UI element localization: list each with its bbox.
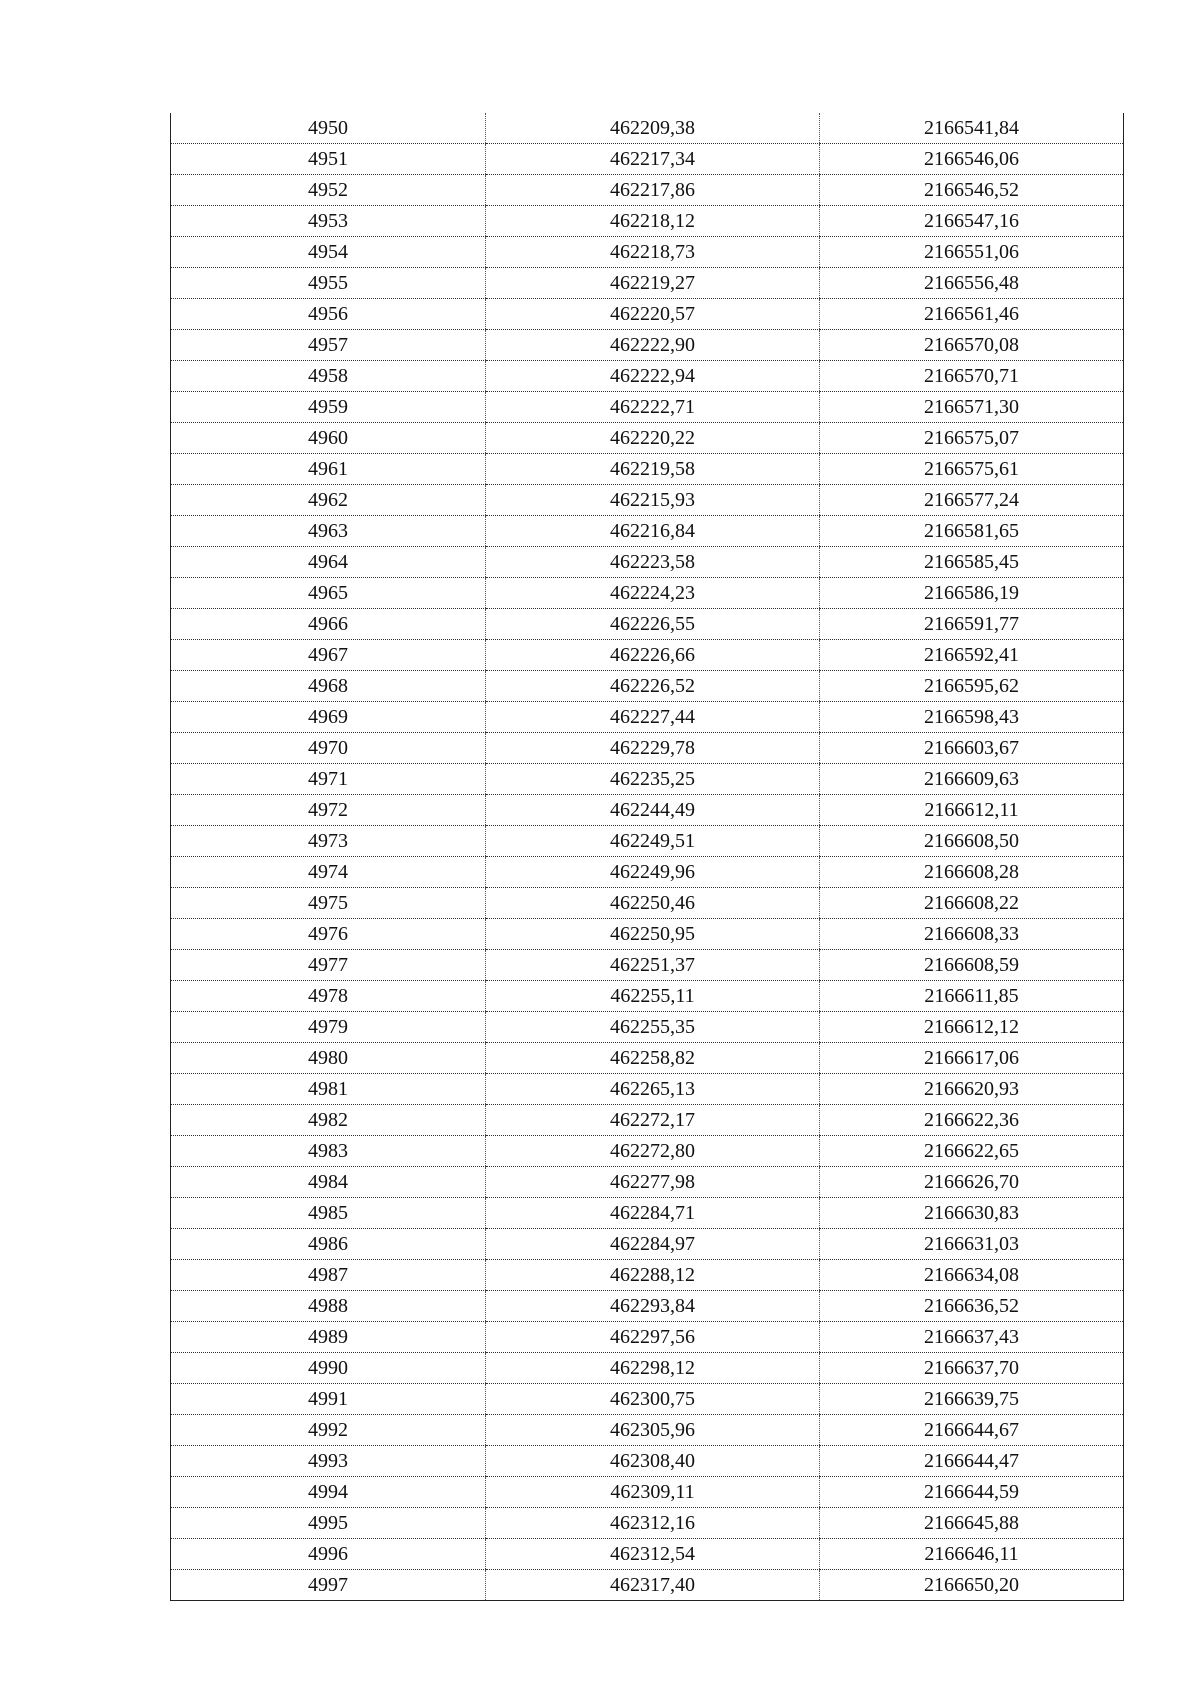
y-coordinate-cell: 2166626,70 xyxy=(820,1167,1124,1198)
table-row xyxy=(171,175,1124,206)
point-number-cell: 4996 xyxy=(171,1539,486,1570)
x-coordinate-cell: 462272,17 xyxy=(486,1105,820,1136)
y-coordinate-cell: 2166608,33 xyxy=(820,919,1124,950)
table-row xyxy=(171,733,1124,764)
x-coordinate-cell: 462217,34 xyxy=(486,144,820,175)
point-number-cell: 4963 xyxy=(171,516,486,547)
y-coordinate-cell: 2166634,08 xyxy=(820,1260,1124,1291)
point-number-cell: 4986 xyxy=(171,1229,486,1260)
table-row xyxy=(171,671,1124,702)
x-coordinate-cell: 462251,37 xyxy=(486,950,820,981)
table-row xyxy=(171,392,1124,423)
table-row xyxy=(171,1508,1124,1539)
y-coordinate-cell: 2166586,19 xyxy=(820,578,1124,609)
y-coordinate-cell: 2166612,12 xyxy=(820,1012,1124,1043)
point-number-cell: 4964 xyxy=(171,547,486,578)
y-coordinate-cell: 2166546,52 xyxy=(820,175,1124,206)
table-row xyxy=(171,1446,1124,1477)
point-number-cell: 4966 xyxy=(171,609,486,640)
x-coordinate-cell: 462250,95 xyxy=(486,919,820,950)
table-row xyxy=(171,1260,1124,1291)
point-number-cell: 4991 xyxy=(171,1384,486,1415)
table-row xyxy=(171,1105,1124,1136)
point-number-cell: 4953 xyxy=(171,206,486,237)
point-number-cell: 4954 xyxy=(171,237,486,268)
y-coordinate-cell: 2166556,48 xyxy=(820,268,1124,299)
table-row xyxy=(171,516,1124,547)
x-coordinate-cell: 462222,71 xyxy=(486,392,820,423)
x-coordinate-cell: 462229,78 xyxy=(486,733,820,764)
table-row xyxy=(171,1074,1124,1105)
x-coordinate-cell: 462222,90 xyxy=(486,330,820,361)
table-row xyxy=(171,1353,1124,1384)
x-coordinate-cell: 462284,97 xyxy=(486,1229,820,1260)
table-row xyxy=(171,423,1124,454)
table-row xyxy=(171,857,1124,888)
table-row xyxy=(171,1477,1124,1508)
point-number-cell: 4956 xyxy=(171,299,486,330)
x-coordinate-cell: 462218,12 xyxy=(486,206,820,237)
x-coordinate-cell: 462218,73 xyxy=(486,237,820,268)
point-number-cell: 4952 xyxy=(171,175,486,206)
table-row xyxy=(171,206,1124,237)
point-number-cell: 4951 xyxy=(171,144,486,175)
x-coordinate-cell: 462215,93 xyxy=(486,485,820,516)
point-number-cell: 4959 xyxy=(171,392,486,423)
point-number-cell: 4987 xyxy=(171,1260,486,1291)
x-coordinate-cell: 462220,57 xyxy=(486,299,820,330)
point-number-cell: 4957 xyxy=(171,330,486,361)
point-number-cell: 4975 xyxy=(171,888,486,919)
y-coordinate-cell: 2166581,65 xyxy=(820,516,1124,547)
table-row xyxy=(171,1012,1124,1043)
point-number-cell: 4985 xyxy=(171,1198,486,1229)
y-coordinate-cell: 2166585,45 xyxy=(820,547,1124,578)
x-coordinate-cell: 462216,84 xyxy=(486,516,820,547)
y-coordinate-cell: 2166547,16 xyxy=(820,206,1124,237)
coordinates-table xyxy=(170,113,1124,1601)
x-coordinate-cell: 462209,38 xyxy=(486,113,820,144)
y-coordinate-cell: 2166637,43 xyxy=(820,1322,1124,1353)
x-coordinate-cell: 462223,58 xyxy=(486,547,820,578)
y-coordinate-cell: 2166571,30 xyxy=(820,392,1124,423)
y-coordinate-cell: 2166620,93 xyxy=(820,1074,1124,1105)
x-coordinate-cell: 462226,66 xyxy=(486,640,820,671)
y-coordinate-cell: 2166591,77 xyxy=(820,609,1124,640)
x-coordinate-cell: 462219,27 xyxy=(486,268,820,299)
point-number-cell: 4962 xyxy=(171,485,486,516)
y-coordinate-cell: 2166570,08 xyxy=(820,330,1124,361)
point-number-cell: 4983 xyxy=(171,1136,486,1167)
x-coordinate-cell: 462217,86 xyxy=(486,175,820,206)
x-coordinate-cell: 462308,40 xyxy=(486,1446,820,1477)
table-row xyxy=(171,919,1124,950)
point-number-cell: 4968 xyxy=(171,671,486,702)
point-number-cell: 4995 xyxy=(171,1508,486,1539)
point-number-cell: 4992 xyxy=(171,1415,486,1446)
table-row xyxy=(171,1043,1124,1074)
point-number-cell: 4978 xyxy=(171,981,486,1012)
y-coordinate-cell: 2166575,61 xyxy=(820,454,1124,485)
x-coordinate-cell: 462249,96 xyxy=(486,857,820,888)
y-coordinate-cell: 2166637,70 xyxy=(820,1353,1124,1384)
coordinates-table-body xyxy=(171,113,1124,1601)
x-coordinate-cell: 462309,11 xyxy=(486,1477,820,1508)
table-row xyxy=(171,826,1124,857)
table-row xyxy=(171,144,1124,175)
point-number-cell: 4967 xyxy=(171,640,486,671)
point-number-cell: 4970 xyxy=(171,733,486,764)
y-coordinate-cell: 2166611,85 xyxy=(820,981,1124,1012)
x-coordinate-cell: 462255,11 xyxy=(486,981,820,1012)
point-number-cell: 4973 xyxy=(171,826,486,857)
y-coordinate-cell: 2166608,22 xyxy=(820,888,1124,919)
point-number-cell: 4993 xyxy=(171,1446,486,1477)
table-row xyxy=(171,1570,1124,1601)
table-row xyxy=(171,454,1124,485)
y-coordinate-cell: 2166575,07 xyxy=(820,423,1124,454)
x-coordinate-cell: 462249,51 xyxy=(486,826,820,857)
table-row xyxy=(171,888,1124,919)
table-row xyxy=(171,795,1124,826)
y-coordinate-cell: 2166644,67 xyxy=(820,1415,1124,1446)
point-number-cell: 4981 xyxy=(171,1074,486,1105)
y-coordinate-cell: 2166609,63 xyxy=(820,764,1124,795)
point-number-cell: 4988 xyxy=(171,1291,486,1322)
y-coordinate-cell: 2166645,88 xyxy=(820,1508,1124,1539)
table-row xyxy=(171,330,1124,361)
point-number-cell: 4997 xyxy=(171,1570,486,1601)
y-coordinate-cell: 2166595,62 xyxy=(820,671,1124,702)
y-coordinate-cell: 2166561,46 xyxy=(820,299,1124,330)
table-row xyxy=(171,950,1124,981)
x-coordinate-cell: 462312,16 xyxy=(486,1508,820,1539)
x-coordinate-cell: 462288,12 xyxy=(486,1260,820,1291)
point-number-cell: 4980 xyxy=(171,1043,486,1074)
y-coordinate-cell: 2166551,06 xyxy=(820,237,1124,268)
table-row xyxy=(171,981,1124,1012)
y-coordinate-cell: 2166646,11 xyxy=(820,1539,1124,1570)
x-coordinate-cell: 462297,56 xyxy=(486,1322,820,1353)
y-coordinate-cell: 2166636,52 xyxy=(820,1291,1124,1322)
y-coordinate-cell: 2166592,41 xyxy=(820,640,1124,671)
table-row xyxy=(171,1415,1124,1446)
x-coordinate-cell: 462224,23 xyxy=(486,578,820,609)
y-coordinate-cell: 2166598,43 xyxy=(820,702,1124,733)
table-row xyxy=(171,268,1124,299)
x-coordinate-cell: 462284,71 xyxy=(486,1198,820,1229)
table-row xyxy=(171,609,1124,640)
point-number-cell: 4976 xyxy=(171,919,486,950)
x-coordinate-cell: 462298,12 xyxy=(486,1353,820,1384)
y-coordinate-cell: 2166608,59 xyxy=(820,950,1124,981)
table-row xyxy=(171,237,1124,268)
x-coordinate-cell: 462244,49 xyxy=(486,795,820,826)
point-number-cell: 4984 xyxy=(171,1167,486,1198)
table-row xyxy=(171,1136,1124,1167)
x-coordinate-cell: 462300,75 xyxy=(486,1384,820,1415)
x-coordinate-cell: 462226,52 xyxy=(486,671,820,702)
x-coordinate-cell: 462235,25 xyxy=(486,764,820,795)
y-coordinate-cell: 2166612,11 xyxy=(820,795,1124,826)
table-row xyxy=(171,764,1124,795)
table-row xyxy=(171,1322,1124,1353)
x-coordinate-cell: 462258,82 xyxy=(486,1043,820,1074)
point-number-cell: 4958 xyxy=(171,361,486,392)
point-number-cell: 4979 xyxy=(171,1012,486,1043)
point-number-cell: 4965 xyxy=(171,578,486,609)
point-number-cell: 4974 xyxy=(171,857,486,888)
y-coordinate-cell: 2166622,65 xyxy=(820,1136,1124,1167)
y-coordinate-cell: 2166622,36 xyxy=(820,1105,1124,1136)
table-row xyxy=(171,702,1124,733)
x-coordinate-cell: 462305,96 xyxy=(486,1415,820,1446)
y-coordinate-cell: 2166570,71 xyxy=(820,361,1124,392)
x-coordinate-cell: 462312,54 xyxy=(486,1539,820,1570)
point-number-cell: 4972 xyxy=(171,795,486,826)
y-coordinate-cell: 2166603,67 xyxy=(820,733,1124,764)
x-coordinate-cell: 462227,44 xyxy=(486,702,820,733)
point-number-cell: 4977 xyxy=(171,950,486,981)
y-coordinate-cell: 2166650,20 xyxy=(820,1570,1124,1601)
point-number-cell: 4982 xyxy=(171,1105,486,1136)
y-coordinate-cell: 2166644,47 xyxy=(820,1446,1124,1477)
table-row xyxy=(171,1384,1124,1415)
table-row xyxy=(171,578,1124,609)
table-row xyxy=(171,1291,1124,1322)
point-number-cell: 4955 xyxy=(171,268,486,299)
point-number-cell: 4971 xyxy=(171,764,486,795)
table-row xyxy=(171,640,1124,671)
y-coordinate-cell: 2166546,06 xyxy=(820,144,1124,175)
point-number-cell: 4994 xyxy=(171,1477,486,1508)
y-coordinate-cell: 2166577,24 xyxy=(820,485,1124,516)
table-row xyxy=(171,1229,1124,1260)
x-coordinate-cell: 462226,55 xyxy=(486,609,820,640)
table-row xyxy=(171,485,1124,516)
y-coordinate-cell: 2166541,84 xyxy=(820,113,1124,144)
y-coordinate-cell: 2166617,06 xyxy=(820,1043,1124,1074)
table-row xyxy=(171,113,1124,144)
x-coordinate-cell: 462272,80 xyxy=(486,1136,820,1167)
y-coordinate-cell: 2166631,03 xyxy=(820,1229,1124,1260)
point-number-cell: 4990 xyxy=(171,1353,486,1384)
x-coordinate-cell: 462293,84 xyxy=(486,1291,820,1322)
y-coordinate-cell: 2166639,75 xyxy=(820,1384,1124,1415)
point-number-cell: 4960 xyxy=(171,423,486,454)
y-coordinate-cell: 2166644,59 xyxy=(820,1477,1124,1508)
table-row xyxy=(171,361,1124,392)
x-coordinate-cell: 462219,58 xyxy=(486,454,820,485)
table-row xyxy=(171,1539,1124,1570)
x-coordinate-cell: 462250,46 xyxy=(486,888,820,919)
x-coordinate-cell: 462220,22 xyxy=(486,423,820,454)
point-number-cell: 4961 xyxy=(171,454,486,485)
table-row xyxy=(171,1167,1124,1198)
table-row xyxy=(171,547,1124,578)
y-coordinate-cell: 2166608,50 xyxy=(820,826,1124,857)
x-coordinate-cell: 462317,40 xyxy=(486,1570,820,1601)
x-coordinate-cell: 462265,13 xyxy=(486,1074,820,1105)
y-coordinate-cell: 2166630,83 xyxy=(820,1198,1124,1229)
y-coordinate-cell: 2166608,28 xyxy=(820,857,1124,888)
x-coordinate-cell: 462255,35 xyxy=(486,1012,820,1043)
point-number-cell: 4969 xyxy=(171,702,486,733)
x-coordinate-cell: 462222,94 xyxy=(486,361,820,392)
table-row xyxy=(171,1198,1124,1229)
table-row xyxy=(171,299,1124,330)
point-number-cell: 4989 xyxy=(171,1322,486,1353)
point-number-cell: 4950 xyxy=(171,113,486,144)
x-coordinate-cell: 462277,98 xyxy=(486,1167,820,1198)
